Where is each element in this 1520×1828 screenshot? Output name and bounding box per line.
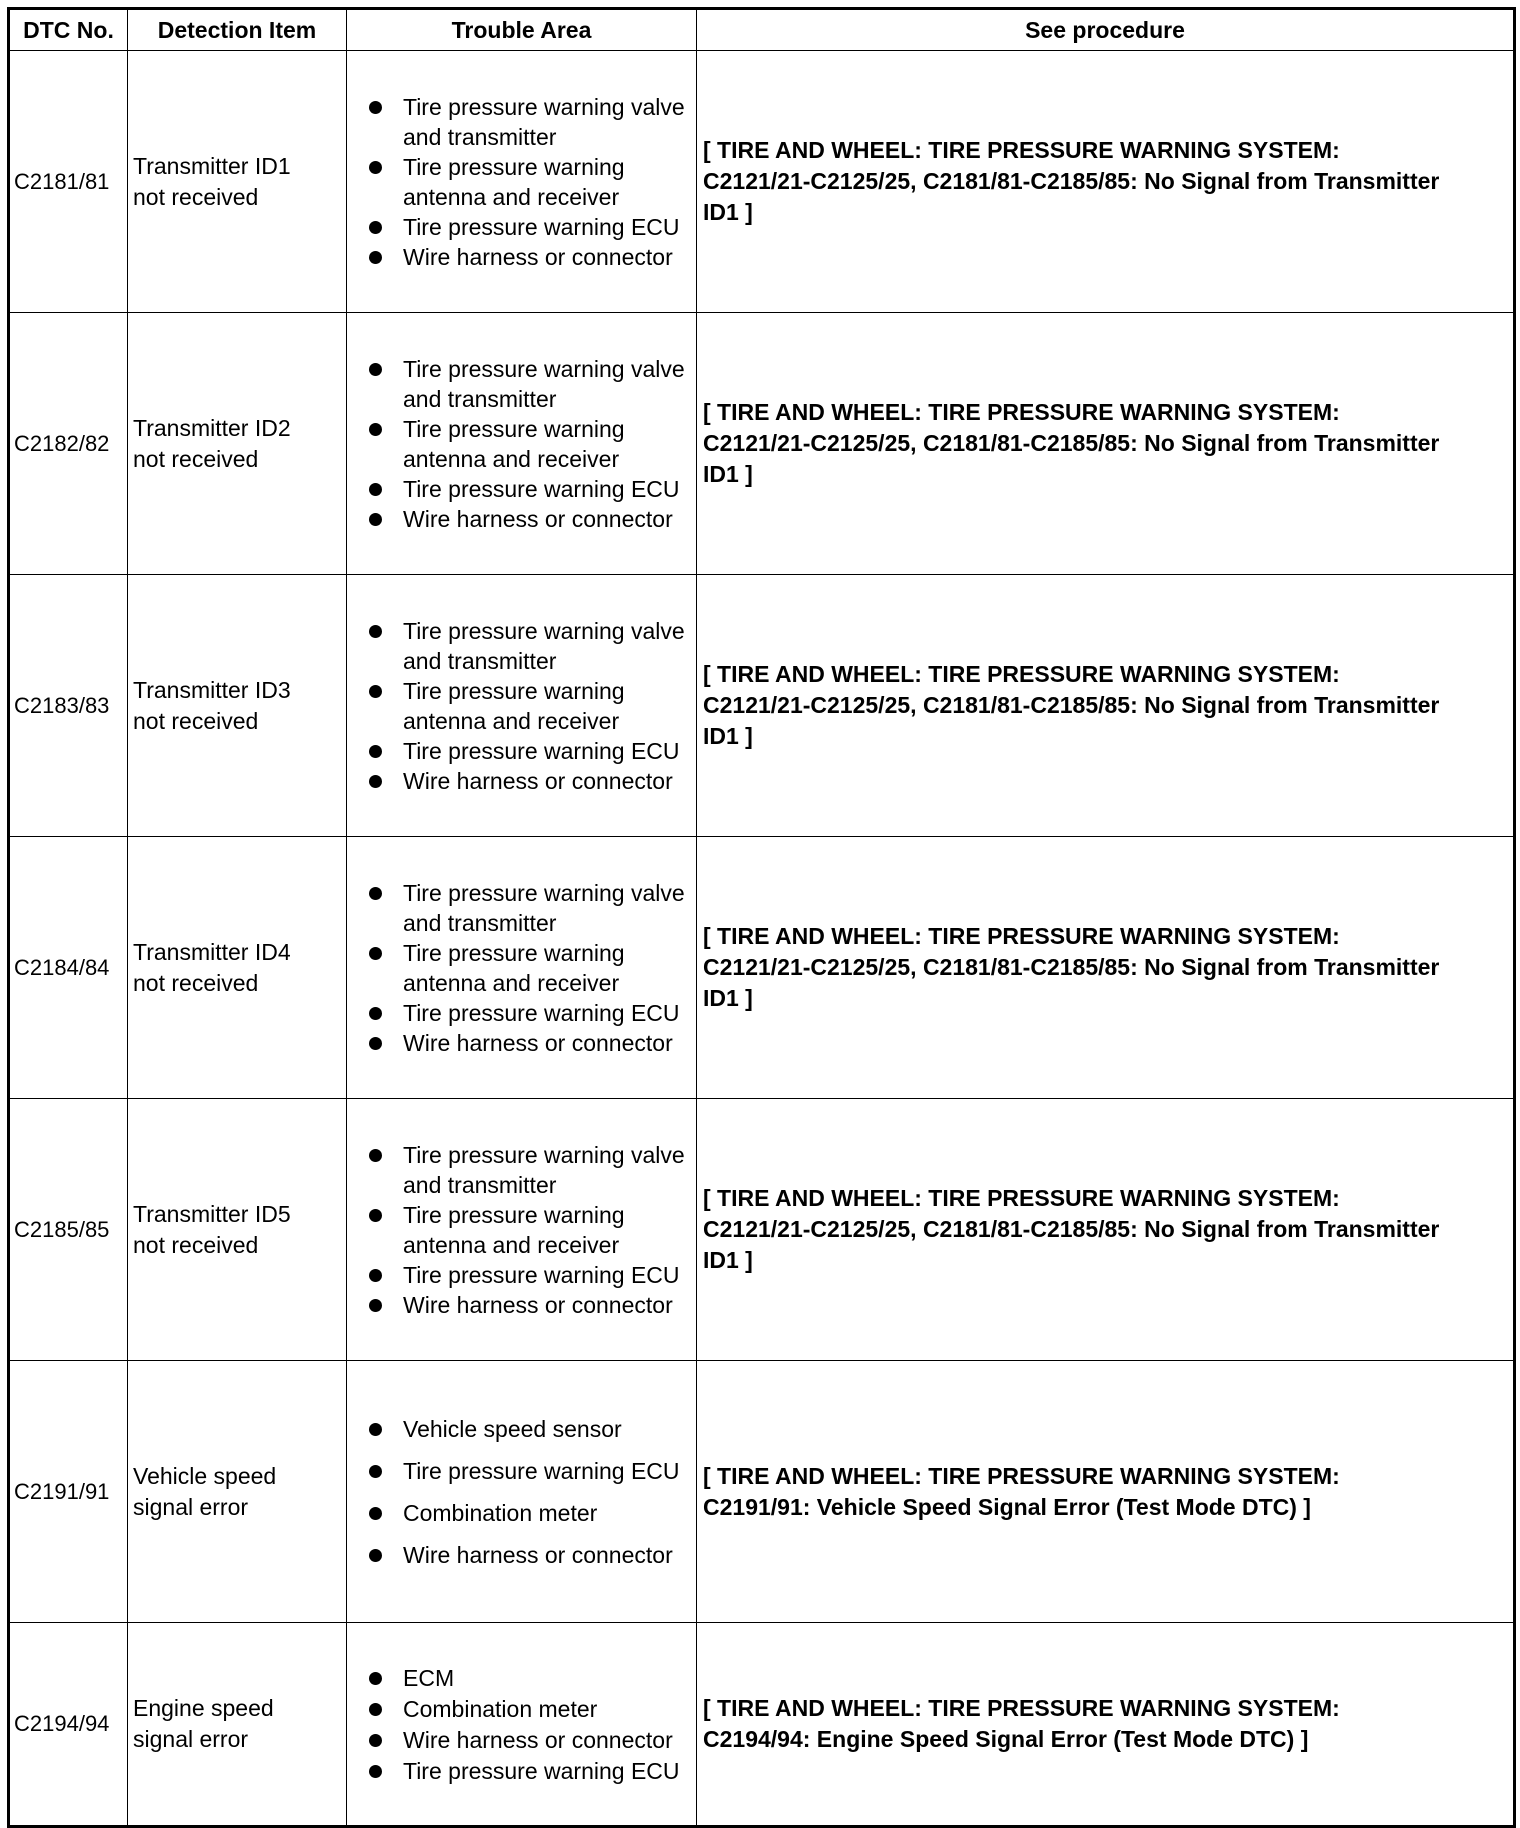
trouble-item: Tire pressure warning antenna and receiver — [347, 414, 692, 474]
trouble-item: Tire pressure warning valve and transmitter — [347, 354, 692, 414]
trouble-item: Tire pressure warning valve and transmitter — [347, 92, 692, 152]
dtc-number: C2185/85 — [9, 1099, 128, 1361]
bullet-icon — [369, 1037, 382, 1050]
bullet-icon — [369, 1299, 382, 1312]
trouble-area — [347, 575, 697, 837]
table-row — [9, 51, 1515, 313]
bullet-icon — [369, 251, 382, 264]
trouble-item: Tire pressure warning valve and transmitter — [347, 616, 692, 676]
procedure-line: [ TIRE AND WHEEL: TIRE PRESSURE WARNING SYSTEM: — [703, 1695, 1340, 1721]
trouble-item: Wire harness or connector — [347, 1540, 692, 1570]
trouble-item: Combination meter — [347, 1694, 692, 1724]
trouble-item: Wire harness or connector — [347, 504, 692, 534]
procedure-link[interactable] — [697, 575, 1515, 837]
bullet-icon — [369, 1549, 382, 1562]
trouble-item: Tire pressure warning ECU — [347, 736, 692, 766]
procedure-line: ID1 ] — [703, 461, 753, 487]
procedure-link[interactable] — [697, 313, 1515, 575]
procedure-line: C2194/94: Engine Speed Signal Error (Test Mode DTC) ] — [703, 1726, 1309, 1752]
bullet-icon — [369, 1209, 382, 1222]
detection-line: Transmitter ID3 — [133, 676, 291, 703]
bullet-icon — [369, 1269, 382, 1282]
detection-line: Vehicle speed — [133, 1462, 277, 1489]
trouble-item: Tire pressure warning valve and transmitter — [347, 1140, 692, 1200]
trouble-item: Wire harness or connector — [347, 1725, 692, 1755]
detection-line: not received — [133, 1231, 259, 1258]
trouble-area — [347, 837, 697, 1099]
procedure-link[interactable] — [697, 837, 1515, 1099]
dtc-number: C2181/81 — [9, 51, 128, 313]
procedure-line: C2121/21-C2125/25, C2181/81-C2185/85: No Signal from Transmitter — [703, 168, 1440, 194]
trouble-area — [347, 1099, 697, 1361]
table-row — [9, 1099, 1515, 1361]
trouble-item: Wire harness or connector — [347, 1028, 692, 1058]
trouble-item: Combination meter — [347, 1498, 692, 1528]
trouble-item: Tire pressure warning ECU — [347, 1260, 692, 1290]
header-row — [9, 9, 1515, 51]
trouble-item: Tire pressure warning antenna and receiver — [347, 676, 692, 736]
trouble-item: Tire pressure warning ECU — [347, 1756, 692, 1786]
detection-item — [128, 837, 347, 1099]
procedure-link[interactable] — [697, 1099, 1515, 1361]
bullet-icon — [369, 685, 382, 698]
detection-item — [128, 1361, 347, 1623]
header-see-procedure: See procedure — [697, 9, 1515, 51]
procedure-line: [ TIRE AND WHEEL: TIRE PRESSURE WARNING SYSTEM: — [703, 1462, 1340, 1489]
bullet-icon — [369, 775, 382, 788]
bullet-icon — [369, 1423, 382, 1436]
dtc-table — [7, 7, 1516, 1828]
trouble-item: Vehicle speed sensor — [347, 1414, 692, 1444]
detection-line: Transmitter ID2 — [133, 414, 291, 441]
trouble-item: Tire pressure warning ECU — [347, 212, 692, 242]
trouble-item: Tire pressure warning antenna and receiver — [347, 938, 692, 998]
dtc-number: C2194/94 — [9, 1623, 128, 1827]
bullet-icon — [369, 947, 382, 960]
detection-line: not received — [133, 183, 259, 210]
bullet-icon — [369, 1765, 382, 1778]
trouble-item: Wire harness or connector — [347, 242, 692, 272]
procedure-line: ID1 ] — [703, 1247, 753, 1273]
detection-item — [128, 575, 347, 837]
detection-item — [128, 1099, 347, 1361]
bullet-icon — [369, 101, 382, 114]
bullet-icon — [369, 887, 382, 900]
bullet-icon — [369, 513, 382, 526]
dtc-number: C2184/84 — [9, 837, 128, 1099]
bullet-icon — [369, 363, 382, 376]
procedure-line: ID1 ] — [703, 199, 753, 225]
trouble-item: Tire pressure warning antenna and receiver — [347, 152, 692, 212]
header-detection-item: Detection Item — [128, 9, 347, 51]
detection-line: Transmitter ID4 — [133, 938, 291, 965]
bullet-icon — [369, 1007, 382, 1020]
procedure-line: C2191/91: Vehicle Speed Signal Error (Test Mode DTC) ] — [703, 1493, 1311, 1520]
bullet-icon — [369, 1465, 382, 1478]
trouble-area — [347, 1623, 697, 1827]
procedure-line: [ TIRE AND WHEEL: TIRE PRESSURE WARNING SYSTEM: — [703, 137, 1340, 163]
dtc-number: C2182/82 — [9, 313, 128, 575]
procedure-line: [ TIRE AND WHEEL: TIRE PRESSURE WARNING SYSTEM: — [703, 923, 1340, 949]
bullet-icon — [369, 625, 382, 638]
bullet-icon — [369, 1507, 382, 1520]
bullet-icon — [369, 1149, 382, 1162]
procedure-line: ID1 ] — [703, 985, 753, 1011]
detection-item — [128, 1623, 347, 1827]
table-row — [9, 1623, 1515, 1827]
bullet-icon — [369, 161, 382, 174]
procedure-line: C2121/21-C2125/25, C2181/81-C2185/85: No Signal from Transmitter — [703, 954, 1440, 980]
table-row — [9, 1361, 1515, 1623]
table-row — [9, 313, 1515, 575]
procedure-line: ID1 ] — [703, 723, 753, 749]
bullet-icon — [369, 1672, 382, 1685]
trouble-item: Tire pressure warning antenna and receiver — [347, 1200, 692, 1260]
procedure-line: C2121/21-C2125/25, C2181/81-C2185/85: No Signal from Transmitter — [703, 1216, 1440, 1242]
trouble-item: Tire pressure warning valve and transmitter — [347, 878, 692, 938]
detection-item — [128, 313, 347, 575]
detection-line: not received — [133, 969, 259, 996]
detection-item — [128, 51, 347, 313]
bullet-icon — [369, 745, 382, 758]
procedure-link[interactable] — [697, 51, 1515, 313]
table-row — [9, 575, 1515, 837]
bullet-icon — [369, 221, 382, 234]
table-row — [9, 837, 1515, 1099]
trouble-item: Tire pressure warning ECU — [347, 998, 692, 1028]
procedure-link[interactable] — [697, 1623, 1515, 1827]
procedure-line: [ TIRE AND WHEEL: TIRE PRESSURE WARNING SYSTEM: — [703, 661, 1340, 687]
detection-line: not received — [133, 445, 259, 472]
header-trouble-area: Trouble Area — [347, 9, 697, 51]
detection-line: Engine speed — [133, 1695, 274, 1721]
detection-line: signal error — [133, 1726, 249, 1752]
procedure-line: [ TIRE AND WHEEL: TIRE PRESSURE WARNING SYSTEM: — [703, 399, 1340, 425]
procedure-line: C2121/21-C2125/25, C2181/81-C2185/85: No Signal from Transmitter — [703, 430, 1440, 456]
bullet-icon — [369, 483, 382, 496]
detection-line: Transmitter ID1 — [133, 152, 291, 179]
procedure-link[interactable] — [697, 1361, 1515, 1623]
dtc-number: C2191/91 — [9, 1361, 128, 1623]
detection-line: signal error — [133, 1493, 249, 1520]
procedure-line: [ TIRE AND WHEEL: TIRE PRESSURE WARNING SYSTEM: — [703, 1185, 1340, 1211]
detection-line: not received — [133, 707, 259, 734]
trouble-area — [347, 313, 697, 575]
trouble-item: Tire pressure warning ECU — [347, 1456, 692, 1486]
trouble-item: Wire harness or connector — [347, 1290, 692, 1320]
trouble-item: Wire harness or connector — [347, 766, 692, 796]
dtc-number: C2183/83 — [9, 575, 128, 837]
bullet-icon — [369, 1734, 382, 1747]
bullet-icon — [369, 423, 382, 436]
trouble-item: ECM — [347, 1663, 692, 1693]
trouble-area — [347, 1361, 697, 1623]
trouble-area — [347, 51, 697, 313]
trouble-item: Tire pressure warning ECU — [347, 474, 692, 504]
header-dtc-no: DTC No. — [9, 9, 128, 51]
detection-line: Transmitter ID5 — [133, 1200, 291, 1227]
procedure-line: C2121/21-C2125/25, C2181/81-C2185/85: No Signal from Transmitter — [703, 692, 1440, 718]
bullet-icon — [369, 1703, 382, 1716]
